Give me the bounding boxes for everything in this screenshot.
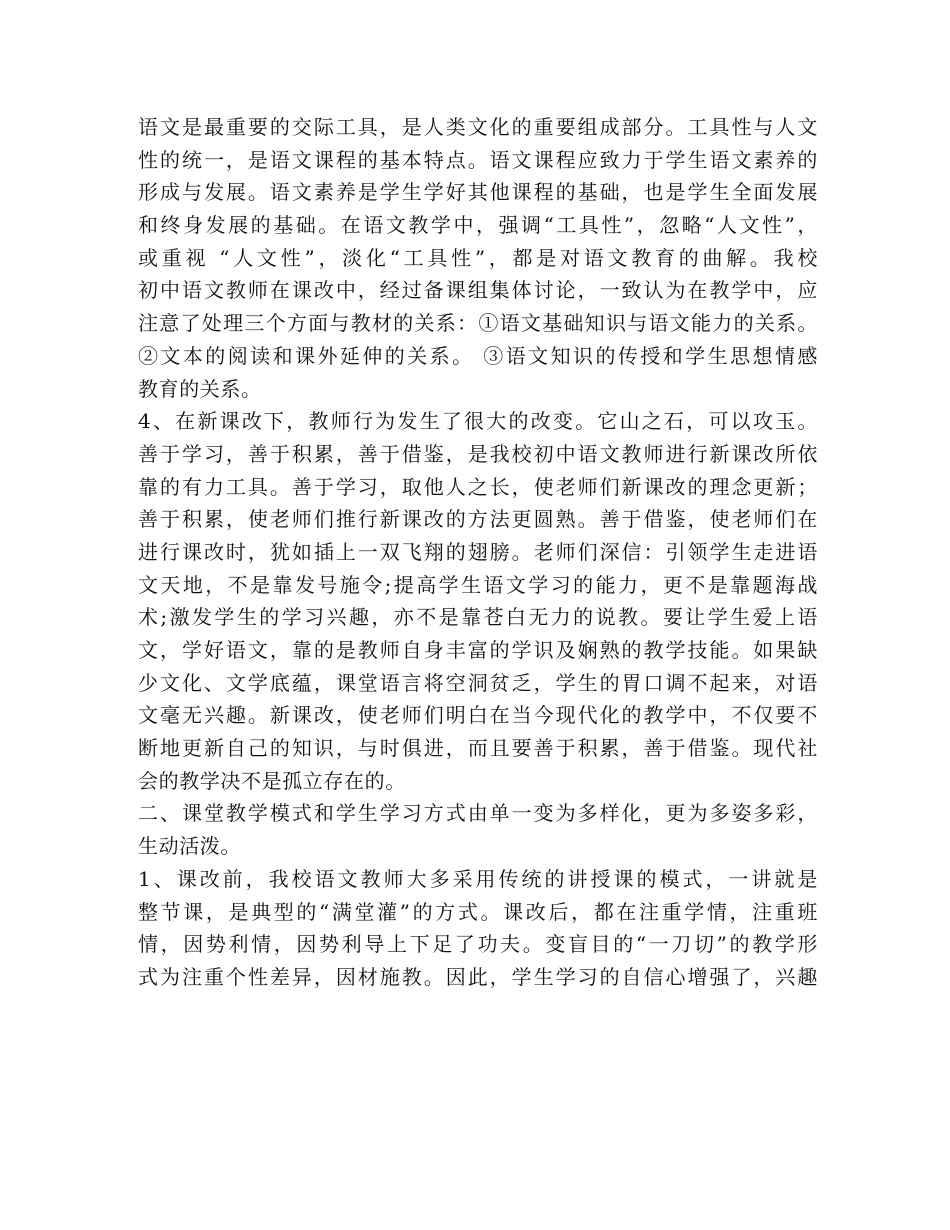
text-line: 教育的关系。: [138, 376, 262, 401]
text-line: 靠的有力工具。善于学习，取他人之长，使老师们新课改的理念更新；: [138, 474, 818, 499]
document-body: [138, 111, 818, 994]
text-line: 语文是最重要的交际工具，是人类文化的重要组成部分。工具性与人文: [138, 115, 818, 139]
text-line: 断地更新自己的知识，与时俱进，而且要善于积累，善于借鉴。现代社: [138, 736, 818, 761]
text-line: 生动活泼。: [138, 834, 241, 859]
text-line: 情，因势利情，因势利导上下足了功夫。变盲目的“一刀切”的教学形: [138, 932, 818, 957]
text-line: 整节课，是典型的“满堂灌”的方式。课改后，都在注重学情，注重班: [138, 899, 818, 924]
text-line: 术;激发学生的学习兴趣，亦不是靠苍白无力的说教。要让学生爱上语: [138, 605, 818, 630]
text-line: 1、课改前，我校语文教师大多采用传统的讲授课的模式，一讲就是: [138, 866, 818, 891]
text-line: 善于积累，使老师们推行新课改的方法更圆熟。善于借鉴，使老师们在: [138, 507, 818, 532]
text-line: 注意了处理三个方面与教材的关系：①语文基础知识与语文能力的关系。: [138, 311, 818, 336]
text-line: 会的教学决不是孤立存在的。: [138, 768, 406, 793]
text-line: 善于学习，善于积累，善于借鉴，是我校初中语文教师进行新课改所依: [138, 441, 818, 466]
text-line: ②文本的阅读和课外延伸的关系。 ③语文知识的传授和学生思想情感: [138, 343, 818, 368]
text-line: 4、在新课改下，教师行为发生了很大的改变。它山之石，可以攻玉。: [138, 409, 818, 434]
text-line: 和终身发展的基础。在语文教学中，强调“工具性”，忽略“人文性”，: [138, 213, 818, 238]
text-line: 式为注重个性差异，因材施教。因此，学生学习的自信心增强了，兴趣: [138, 964, 818, 989]
text-line: 二、课堂教学模式和学生学习方式由单一变为多样化，更为多姿多彩，: [138, 801, 818, 826]
text-line: 文，学好语文，靠的是教师自身丰富的学识及娴熟的教学技能。如果缺: [138, 638, 818, 662]
text-line: 进行课改时，犹如插上一双飞翔的翅膀。老师们深信：引领学生走进语: [138, 539, 818, 564]
text-line: 性的统一，是语文课程的基本特点。语文课程应致力于学生语文素养的: [138, 147, 818, 172]
text-line: 文天地，不是靠发号施令;提高学生语文学习的能力，更不是靠题海战: [138, 572, 818, 597]
text-line: 初中语文教师在课改中，经过备课组集体讨论，一致认为在教学中，应: [138, 278, 818, 303]
text-line: 少文化、文学底蕴，课堂语言将空洞贫乏，学生的胃口调不起来，对语: [138, 670, 818, 695]
text-line: 或重视 “人文性”，淡化“工具性”，都是对语文教育的曲解。我校: [138, 245, 818, 270]
text-line: 形成与发展。语文素养是学生学好其他课程的基础，也是学生全面发展: [138, 180, 818, 205]
text-line: 文毫无兴趣。新课改，使老师们明白在当今现代化的教学中，不仅要不: [138, 703, 818, 728]
